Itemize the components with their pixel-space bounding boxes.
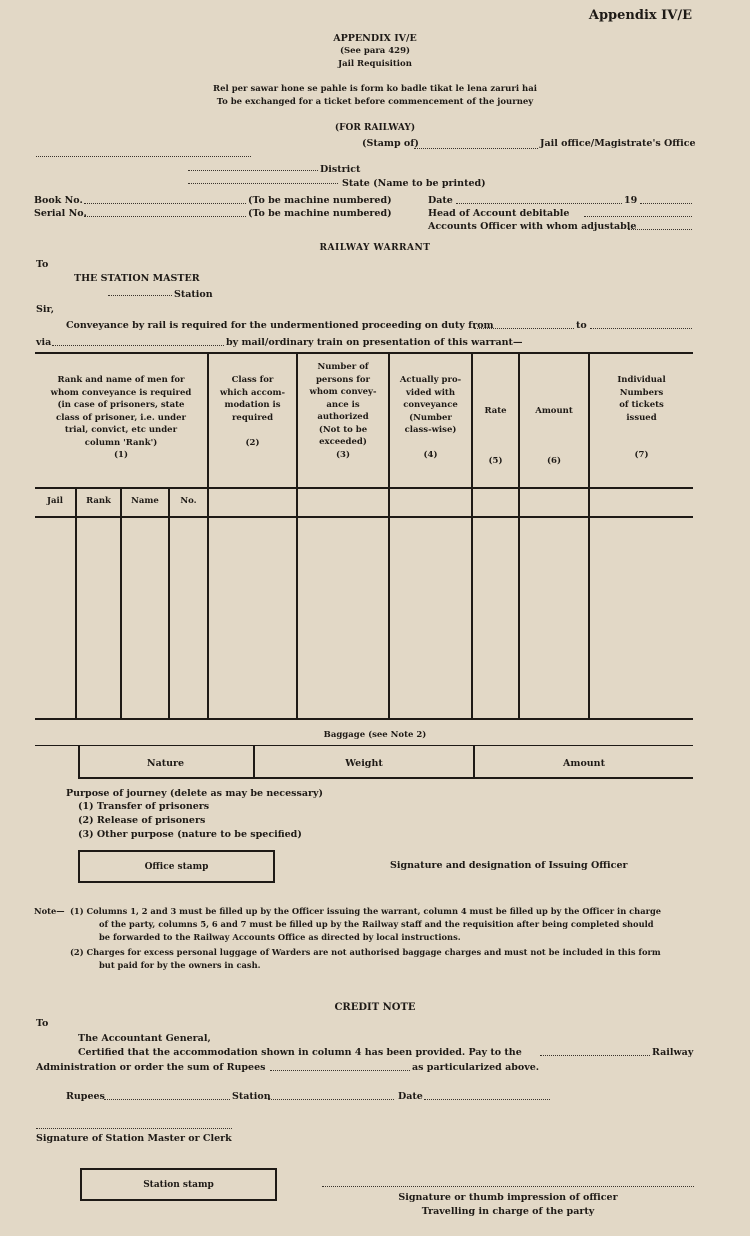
certified-line: Certified that the accommodation shown in column 4 has been provided. Pay to the: [78, 1047, 522, 1058]
subheader-name: Name: [131, 496, 159, 506]
railway-label: Railway: [652, 1047, 694, 1058]
stamp-of-label: (Stamp of): [362, 138, 419, 149]
date-label: Date: [428, 195, 453, 206]
station-master-signature-field[interactable]: [36, 1118, 232, 1129]
form-title: Jail Requisition: [338, 59, 412, 69]
credit-date-field[interactable]: [424, 1089, 550, 1100]
baggage-nature: Nature: [146, 758, 185, 769]
credit-station-field[interactable]: [268, 1089, 394, 1100]
district-field[interactable]: [188, 160, 318, 171]
table-subheader-rule: [35, 516, 693, 518]
rupees-field[interactable]: [104, 1089, 230, 1100]
book-machine-note: (To be machine numbered): [248, 195, 392, 206]
officer-signature-field[interactable]: [322, 1176, 694, 1187]
warrant-to: To: [36, 259, 49, 270]
purpose-title: Purpose of journey (delete as may be necessary): [66, 788, 323, 799]
jail-office-label: Jail office/Magistrate's Office: [540, 138, 696, 149]
destination-field[interactable]: [590, 318, 692, 329]
table-bottom-rule: [35, 718, 693, 720]
header-provided: Actually pro- vided with conveyance (Number class-wise) (4): [399, 375, 462, 460]
header-class: Class for which accom- modation is required (2): [219, 375, 286, 448]
station-label: Station: [174, 289, 213, 300]
header-persons: Number of persons for whom convey- ance is authorized (Not to be exceeded) (3): [309, 362, 377, 460]
purpose-item-1: (1) Transfer of prisoners: [78, 801, 210, 812]
station-stamp-label: Station stamp: [143, 1179, 214, 1190]
note-2-line-b: but paid for by the owners in cash.: [99, 960, 261, 970]
purpose-item-3: (3) Other purpose (nature to be specified): [78, 829, 302, 840]
office-stamp-label: Office stamp: [144, 861, 209, 872]
office-stamp-box: [78, 850, 275, 883]
head-of-account-field[interactable]: [584, 206, 692, 217]
rupees-label: Rupees: [66, 1091, 105, 1102]
via-label: via: [36, 337, 52, 348]
baggage-amount: Amount: [563, 758, 605, 769]
serial-machine-note: (To be machine numbered): [248, 208, 392, 219]
baggage-weight: Weight: [345, 758, 383, 769]
header-tickets: Individual Numbers of tickets issued (7): [617, 375, 666, 460]
stamp-of-field[interactable]: [414, 138, 538, 149]
warrant-title: RAILWAY WARRANT: [319, 243, 431, 253]
note-2-line-a: (2) Charges for excess personal luggage of Warders are not authorised baggage charges and must not be included in this form: [70, 947, 661, 957]
to-word: to: [576, 320, 587, 331]
rupees-sum-field[interactable]: [270, 1060, 410, 1071]
credit-station-label: Station: [232, 1091, 271, 1102]
for-railway-label: (FOR RAILWAY): [334, 123, 416, 133]
purpose-item-2: (2) Release of prisoners: [78, 815, 206, 826]
administration-line: Administration or order the sum of Rupees: [36, 1062, 266, 1073]
subheader-jail: Jail: [47, 496, 63, 506]
header-rate: Rate (5): [484, 406, 507, 466]
note-1-line-b: of the party, columns 5, 6 and 7 must be filled up by the Railway staff and the requisition after being completed should: [99, 919, 654, 929]
subheader-rank: Rank: [86, 496, 111, 506]
sub-divider-no: [168, 487, 170, 719]
district-label: District: [320, 164, 361, 175]
conveyance-line: Conveyance by rail is required for the undermentioned proceeding on duty from: [66, 320, 494, 331]
exchange-instruction: To be exchanged for a ticket before commencement of the journey: [216, 97, 534, 107]
office-name-field[interactable]: [36, 146, 251, 157]
station-master-signature: Signature of Station Master or Clerk: [36, 1133, 232, 1144]
via-rest: by mail/ordinary train on presentation of this warrant—: [226, 337, 523, 348]
note-1-line-a: (1) Columns 1, 2 and 3 must be filled up by the Officer issuing the warrant, column 4 must be filled up by the Officer in charge: [70, 906, 662, 916]
appendix-corner-label: Appendix IV/E: [588, 8, 692, 23]
credit-date-label: Date: [398, 1091, 423, 1102]
note-1-line-c: be forwarded to the Railway Accounts Office as directed by local instructions.: [99, 932, 461, 942]
accounts-officer-field[interactable]: [628, 219, 692, 230]
station-stamp-box: [80, 1168, 277, 1201]
accounts-officer-label: Accounts Officer with whom adjustable: [428, 221, 637, 232]
sub-divider-rank: [75, 487, 77, 719]
issuing-officer-signature: Signature and designation of Issuing Officer: [390, 860, 628, 871]
note-label: Note—: [34, 906, 65, 916]
book-no-field[interactable]: [84, 193, 246, 204]
header-amount: Amount (6): [535, 406, 573, 466]
para-reference: (See para 429): [339, 46, 411, 56]
header-rank-name: Rank and name of men for whom conveyance is required (in case of prisoners, state class of prisoner, i.e. under trial, convict, etc under column 'Rank') (1): [50, 375, 192, 460]
station-master-label: THE STATION MASTER: [74, 273, 200, 284]
baggage-title: Baggage (see Note 2): [323, 730, 427, 740]
head-of-account-label: Head of Account debitable: [428, 208, 570, 219]
accountant-general: The Accountant General,: [78, 1033, 211, 1044]
table-top-rule: [35, 352, 693, 354]
railway-field[interactable]: [540, 1045, 650, 1056]
date-year: 19: [624, 195, 638, 206]
credit-note-title: CREDIT NOTE: [334, 1002, 416, 1013]
serial-no-label: Serial No.: [34, 208, 87, 219]
state-label: State (Name to be printed): [342, 178, 486, 189]
year-field[interactable]: [640, 193, 692, 204]
from-field[interactable]: [474, 318, 574, 329]
book-no-label: Book No.: [34, 195, 83, 206]
credit-to: To: [36, 1018, 49, 1029]
station-field[interactable]: [108, 286, 172, 296]
appendix-title: APPENDIX IV/E: [333, 33, 417, 44]
state-field[interactable]: [188, 173, 338, 184]
officer-signature-line-1: Signature or thumb impression of officer: [398, 1192, 618, 1203]
serial-no-field[interactable]: [84, 206, 246, 217]
via-field[interactable]: [52, 335, 224, 346]
table-header-rule: [35, 487, 693, 489]
sub-divider-name: [120, 487, 122, 719]
baggage-top-rule: [35, 745, 693, 746]
officer-signature-line-2: Travelling in charge of the party: [421, 1206, 595, 1217]
salutation: Sir,: [36, 304, 55, 315]
baggage-bottom-rule: [78, 777, 693, 779]
hindi-instruction: Rel per sawar hone se pahle is form ko badle tikat le lena zaruri hai: [213, 84, 537, 94]
date-field[interactable]: [456, 193, 622, 204]
particularized-label: as particularized above.: [412, 1062, 540, 1073]
subheader-no: No.: [180, 496, 197, 506]
